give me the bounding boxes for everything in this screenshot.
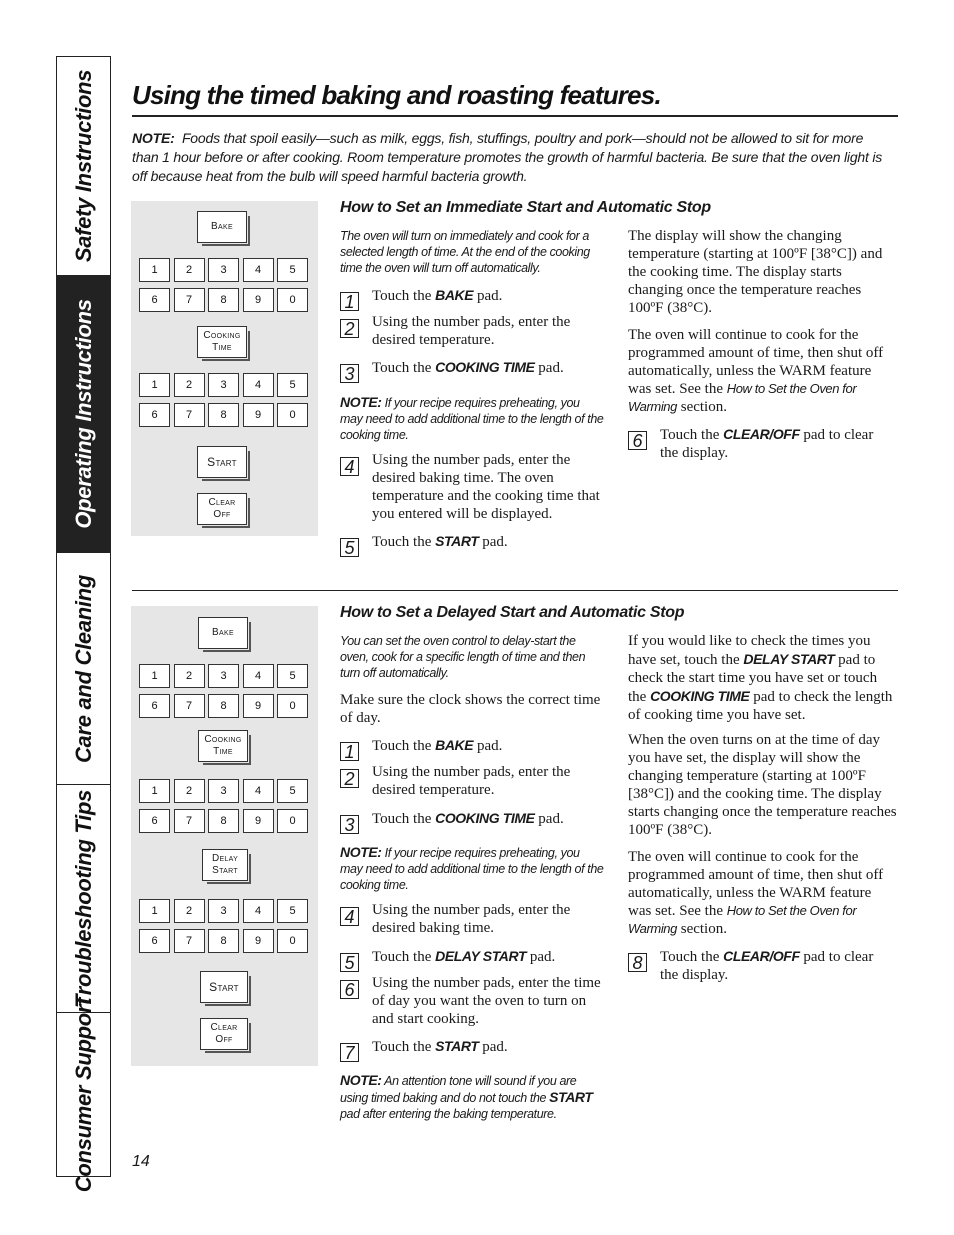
preheat-note: NOTE: If your recipe requires preheating, you may need to add additional time to the length of the cooking time. — [340, 844, 604, 892]
pad-label: Start — [209, 980, 239, 994]
step-text: Using the number pads, enter the desired baking time. — [372, 902, 571, 936]
number-pad[interactable]: 9 — [243, 694, 274, 718]
number-pad[interactable]: 4 — [243, 899, 274, 923]
number-pad[interactable]: 2 — [174, 899, 205, 923]
number-pad[interactable]: 0 — [277, 288, 308, 312]
number-pad[interactable]: 2 — [174, 258, 205, 282]
top-note — [132, 129, 892, 186]
number-pad[interactable]: 2 — [174, 373, 205, 397]
step-text: Touch the COOKING TIME pad. — [372, 359, 564, 376]
cooking-time-pad[interactable] — [197, 326, 247, 358]
number-pad[interactable]: 5 — [277, 899, 308, 923]
start-pad[interactable] — [197, 446, 247, 478]
number-pad[interactable]: 9 — [243, 929, 274, 953]
pad-label: Cooking — [204, 734, 242, 745]
clock-paragraph: Make sure the clock shows the correct time of day. — [340, 692, 601, 726]
number-pad[interactable]: 5 — [277, 373, 308, 397]
step-text: Touch the DELAY START pad. — [372, 948, 556, 965]
pad-label: Start — [212, 865, 238, 876]
section-heading-delayed: How to Set a Delayed Start and Automatic Stop — [340, 604, 685, 621]
attention-tone-note: NOTE: An attention tone will sound if you are using timed baking and do not touch the START pad after entering the baking temperature. — [340, 1072, 593, 1121]
pad-label: Time — [212, 342, 232, 353]
pad-label: Start — [207, 455, 237, 469]
number-pad[interactable]: 0 — [277, 929, 308, 953]
page-title: Using the timed baking and roasting features. — [132, 80, 661, 110]
step-number: 2 — [340, 769, 359, 788]
step-number: 3 — [340, 815, 359, 834]
step-text: Touch the CLEAR/OFF pad to clear the display. — [660, 426, 874, 461]
step-text: Touch the START pad. — [372, 1038, 508, 1055]
number-pad[interactable]: 1 — [139, 779, 170, 803]
number-pad[interactable]: 1 — [139, 373, 170, 397]
step-number: 7 — [340, 1043, 359, 1062]
pad-label: Off — [215, 1034, 233, 1045]
number-pad[interactable]: 1 — [139, 258, 170, 282]
number-pad[interactable]: 3 — [208, 664, 239, 688]
number-pad[interactable]: 6 — [139, 929, 170, 953]
step-text: Using the number pads, enter the desired temperature. — [372, 314, 571, 348]
number-pad[interactable]: 7 — [174, 809, 205, 833]
step-number: 1 — [340, 292, 359, 311]
number-pad[interactable]: 3 — [208, 258, 239, 282]
pad-label: Off — [213, 509, 231, 520]
number-pad[interactable]: 5 — [277, 779, 308, 803]
section-heading-immediate: How to Set an Immediate Start and Automatic Stop — [340, 199, 711, 216]
number-pad[interactable]: 4 — [243, 779, 274, 803]
warm-paragraph: The oven will continue to cook for the programmed amount of time, then shut off automatically, unless the WARM feature was set. See the How to Set the Oven for Warming section. — [628, 327, 884, 415]
number-pad[interactable]: 4 — [243, 258, 274, 282]
pad-label: Clear — [210, 1022, 238, 1033]
page-number: 14 — [132, 1153, 150, 1170]
tab-operating-instructions[interactable] — [57, 276, 110, 553]
pad-label: Clear — [208, 497, 236, 508]
number-pad[interactable]: 8 — [208, 403, 239, 427]
tab-care-and-cleaning[interactable] — [57, 553, 110, 785]
step-number: 1 — [340, 742, 359, 761]
number-pad[interactable]: 1 — [139, 899, 170, 923]
step-number: 6 — [628, 431, 647, 450]
number-pad[interactable]: 0 — [277, 694, 308, 718]
number-pad[interactable]: 0 — [277, 809, 308, 833]
step-number: 2 — [340, 319, 359, 338]
number-pad[interactable]: 6 — [139, 694, 170, 718]
number-pad[interactable]: 9 — [243, 809, 274, 833]
pad-label: Time — [213, 746, 233, 757]
number-pad[interactable]: 7 — [174, 403, 205, 427]
number-pad[interactable]: 4 — [243, 664, 274, 688]
step-number: 4 — [340, 457, 359, 476]
number-pad[interactable]: 2 — [174, 664, 205, 688]
display-paragraph: The display will show the changing temperature (starting at 100ºF [38°C]) and the cooking time. The display starts changing once the temperature reaches 100ºF (38°C). — [628, 228, 883, 316]
number-pad[interactable]: 7 — [174, 929, 205, 953]
step-text: Using the number pads, enter the desired temperature. — [372, 764, 571, 798]
step-text: Touch the START pad. — [372, 533, 508, 550]
section-divider — [132, 590, 898, 591]
number-pad[interactable]: 7 — [174, 288, 205, 312]
tab-label: Safety Instructions — [70, 69, 96, 263]
step-text: Using the number pads, enter the desired baking time. The oven temperature and the cooking time that you entered will be displayed. — [372, 452, 600, 522]
note-text: Foods that spoil easily—such as milk, eggs, fish, stuffings, poultry and pork—should not be allowed to sit for more than 1 hour before or after cooking. Room temperature promotes the growth of harmful bacteria. Be sure that the oven light is off because heat from the bulb will speed harmful bacteria growth. — [132, 130, 883, 184]
preheat-note: NOTE: If your recipe requires preheating, you may need to add additional time to the length of the cooking time. — [340, 394, 604, 442]
section-intro: You can set the oven control to delay-start the oven, cook for a specific length of time and then turn off automatically. — [340, 634, 586, 680]
title-rule — [132, 115, 898, 117]
bake-pad[interactable] — [197, 211, 247, 243]
number-pad[interactable]: 8 — [208, 809, 239, 833]
step-number: 5 — [340, 953, 359, 972]
tab-label: Consumer Support — [70, 997, 96, 1192]
clear-off-pad[interactable] — [197, 493, 247, 525]
tab-label: Operating Instructions — [70, 299, 96, 529]
number-pad[interactable]: 8 — [208, 288, 239, 312]
start-pad[interactable] — [200, 971, 248, 1003]
number-pad[interactable]: 9 — [243, 403, 274, 427]
number-pad[interactable]: 1 — [139, 664, 170, 688]
section-intro: The oven will turn on immediately and cook for a selected length of time. At the end of the cooking time the oven will turn off automatically. — [340, 229, 590, 275]
number-pad[interactable]: 6 — [139, 288, 170, 312]
pad-label: Delay — [211, 853, 239, 864]
number-pad[interactable]: 6 — [139, 403, 170, 427]
side-tabs — [56, 56, 111, 1192]
tab-label: Care and Cleaning — [70, 574, 96, 763]
number-pad[interactable]: 5 — [277, 258, 308, 282]
control-panel-immediate — [131, 201, 318, 536]
number-pad[interactable]: 5 — [277, 664, 308, 688]
number-pad[interactable]: 3 — [208, 899, 239, 923]
check-times-paragraph: If you would like to check the times you have set, touch the DELAY START pad to check the start time you have set or touch the COOKING TIME pad to check the length of cooking time you have set. — [628, 633, 893, 723]
pad-label: Cooking — [203, 330, 241, 341]
step-text: Touch the BAKE pad. — [372, 287, 503, 304]
step-number: 5 — [340, 538, 359, 557]
step-number: 8 — [628, 953, 647, 972]
number-pad[interactable]: 8 — [208, 929, 239, 953]
clear-off-pad[interactable] — [200, 1018, 248, 1050]
warm-paragraph: The oven will continue to cook for the programmed amount of time, then shut off automatically, unless the WARM feature was set. See the How to Set the Oven for Warming section. — [628, 849, 884, 937]
tab-label: Troubleshooting Tips — [70, 789, 96, 1008]
number-pad[interactable]: 3 — [208, 779, 239, 803]
number-pad[interactable]: 0 — [277, 403, 308, 427]
number-pad[interactable]: 4 — [243, 373, 274, 397]
control-panel-delayed — [131, 606, 318, 1066]
step-number: 4 — [340, 907, 359, 926]
number-pad[interactable]: 3 — [208, 373, 239, 397]
number-pad[interactable]: 7 — [174, 694, 205, 718]
step-text: Touch the BAKE pad. — [372, 737, 503, 754]
step-text: Touch the COOKING TIME pad. — [372, 810, 564, 827]
number-pad[interactable]: 8 — [208, 694, 239, 718]
step-text: Using the number pads, enter the time of day you want the oven to turn on and start cooking. — [372, 975, 601, 1027]
pad-label: Bake — [212, 627, 234, 638]
cooking-time-pad[interactable] — [198, 730, 248, 762]
tab-consumer-support[interactable] — [57, 997, 110, 1192]
number-pad[interactable]: 9 — [243, 288, 274, 312]
display-paragraph: When the oven turns on at the time of day you have set, the display will show the changing temperature (starting at 100ºF [38°C]) and the cooking time. The display starts changing once the temperature reaches 100ºF (38°C). — [628, 732, 897, 838]
step-number: 3 — [340, 364, 359, 383]
pad-label: Bake — [211, 221, 233, 232]
note-label: NOTE: — [132, 130, 175, 146]
tab-safety-instructions[interactable] — [57, 57, 110, 276]
step-number: 6 — [340, 980, 359, 999]
step-text: Touch the CLEAR/OFF pad to clear the display. — [660, 948, 874, 983]
number-pad[interactable]: 6 — [139, 809, 170, 833]
tab-troubleshooting-tips[interactable] — [57, 785, 110, 1013]
bake-pad[interactable] — [198, 617, 248, 649]
number-pad[interactable]: 2 — [174, 779, 205, 803]
delay-start-pad[interactable] — [202, 849, 248, 881]
